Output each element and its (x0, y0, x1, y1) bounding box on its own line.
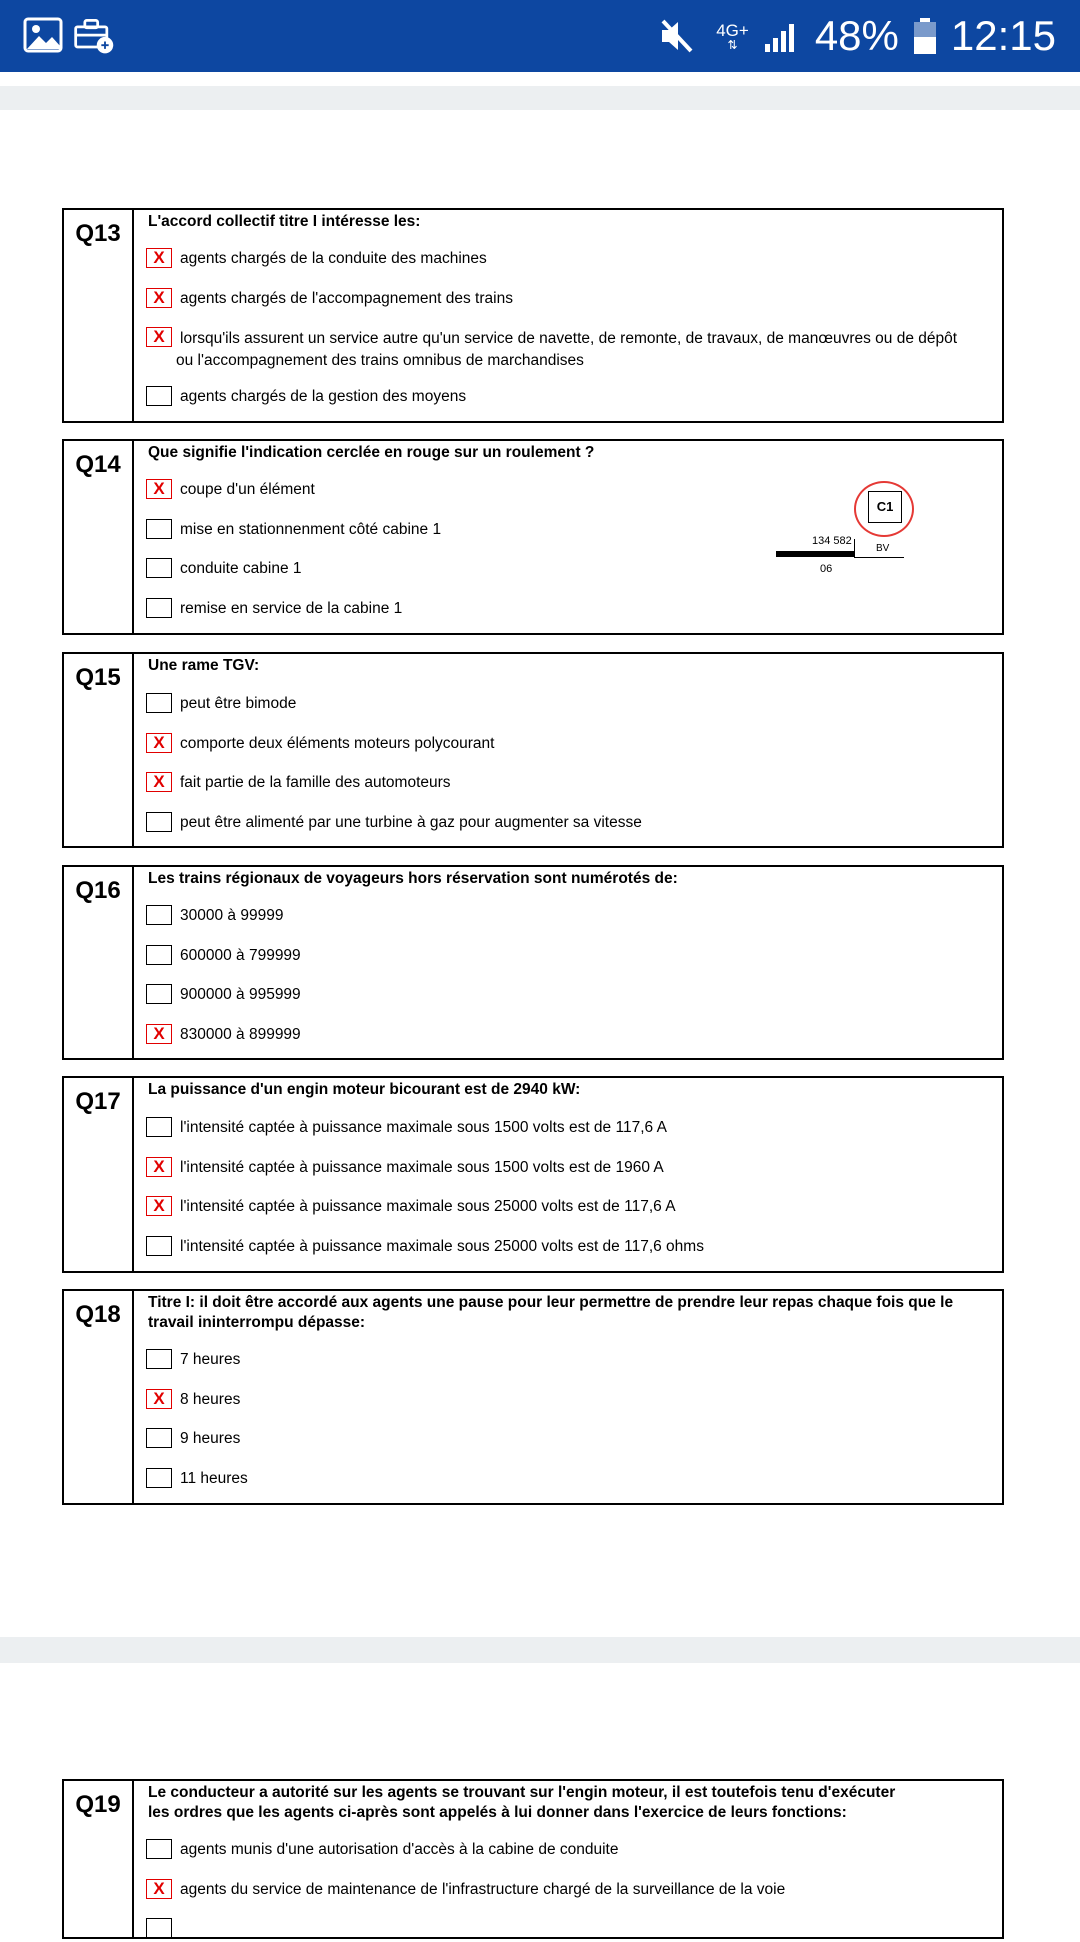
answer-label: l'intensité captée à puissance maximale sous 1500 volts est de 117,6 A (180, 1119, 667, 1136)
answer-label: 9 heures (180, 1430, 241, 1447)
question-title: Une rame TGV: (148, 657, 260, 674)
answer-checkbox[interactable] (146, 812, 172, 832)
question-number: Q19 (64, 1781, 134, 1937)
mute-icon (660, 18, 694, 54)
question-q15 (62, 652, 1004, 848)
answer-option[interactable] (146, 288, 982, 312)
answer-label: 30000 à 99999 (180, 907, 284, 924)
answer-option[interactable] (146, 733, 982, 757)
answer-label: conduite cabine 1 (180, 560, 302, 577)
answer-checkbox[interactable] (146, 1428, 172, 1448)
answer-option[interactable] (146, 1236, 982, 1260)
answer-option[interactable] (146, 772, 982, 796)
answer-option[interactable] (146, 1389, 982, 1413)
answer-checkbox[interactable]: X (146, 1024, 172, 1044)
image-icon[interactable] (22, 14, 66, 58)
answer-option[interactable] (146, 1839, 982, 1863)
answer-checkbox[interactable] (146, 1839, 172, 1859)
status-right (660, 0, 1056, 72)
answer-option[interactable] (146, 248, 982, 272)
battery-percent: 48% (814, 12, 899, 59)
answer-option[interactable] (146, 1428, 982, 1452)
answer-option[interactable] (146, 386, 982, 410)
answer-checkbox[interactable]: X (146, 1196, 172, 1216)
question-title-continued: les ordres que les agents ci-après sont appelés à lui donner dans l'exercice de leurs fonctions: (148, 1804, 847, 1821)
question-title: Titre I: il doit être accordé aux agents une pause pour leur permettre de prendre leur repas chaque fois que le (148, 1294, 954, 1311)
answer-checkbox[interactable]: X (146, 1879, 172, 1899)
answer-option[interactable] (146, 1349, 982, 1373)
answer-checkbox[interactable] (146, 1918, 172, 1938)
answer-checkbox[interactable] (146, 945, 172, 965)
answer-option[interactable] (146, 693, 982, 717)
answer-label: l'intensité captée à puissance maximale sous 25000 volts est de 117,6 A (180, 1198, 676, 1215)
question-title: L'accord collectif titre I intéresse les: (148, 213, 421, 230)
clock: 12:15 (950, 12, 1056, 59)
answer-checkbox[interactable]: X (146, 288, 172, 308)
answer-checkbox[interactable] (146, 1349, 172, 1369)
answer-label: agents chargés de la gestion des moyens (180, 388, 467, 405)
battery-icon (913, 17, 937, 55)
answer-checkbox[interactable]: X (146, 1389, 172, 1409)
question-q16 (62, 865, 1004, 1060)
question-number: Q18 (64, 1291, 134, 1503)
answer-option[interactable] (146, 1117, 982, 1141)
question-q17 (62, 1076, 1004, 1273)
answer-label: peut être alimenté par une turbine à gaz pour augmenter sa vitesse (180, 814, 642, 831)
answer-option[interactable] (146, 1879, 982, 1903)
question-title: Que signifie l'indication cerclée en rouge sur un roulement ? (148, 444, 595, 461)
diagram-bottom: 06 (820, 563, 833, 575)
answer-label: agents munis d'une autorisation d'accès à la cabine de conduite (180, 1841, 619, 1858)
answer-checkbox[interactable]: X (146, 733, 172, 753)
question-number: Q17 (64, 1078, 134, 1271)
answer-checkbox[interactable] (146, 598, 172, 618)
answer-option[interactable] (146, 1918, 982, 1942)
question-title: Les trains régionaux de voyageurs hors réservation sont numérotés de: (148, 870, 678, 887)
diagram-side: BV (876, 543, 890, 554)
answer-checkbox[interactable] (146, 558, 172, 578)
answer-checkbox[interactable] (146, 519, 172, 539)
answer-checkbox[interactable]: X (146, 327, 172, 347)
question-number: Q13 (64, 210, 134, 421)
answer-label: 900000 à 995999 (180, 986, 301, 1003)
answer-label: coupe d'un élément (180, 481, 315, 498)
answer-label: remise en service de la cabine 1 (180, 600, 403, 617)
question-q13 (62, 208, 1004, 423)
network-indicator (716, 22, 749, 51)
answer-label: comporte deux éléments moteurs polycourant (180, 735, 495, 752)
answer-label: 11 heures (180, 1470, 248, 1487)
answer-checkbox[interactable] (146, 1117, 172, 1137)
page-separator (0, 86, 1080, 110)
signal-icon (763, 18, 801, 54)
question-q19 (62, 1779, 1004, 1939)
answer-label: lorsqu'ils assurent un service autre qu'un service de navette, de remonte, de travaux, de manœuvres ou de dépôt (180, 330, 958, 347)
question-number: Q15 (64, 654, 134, 846)
answer-option[interactable] (146, 1468, 982, 1492)
answer-checkbox[interactable]: X (146, 248, 172, 268)
answer-option[interactable] (146, 905, 982, 929)
answer-checkbox[interactable] (146, 905, 172, 925)
answer-checkbox[interactable] (146, 1468, 172, 1488)
answer-label: mise en stationnenment côté cabine 1 (180, 521, 442, 538)
diagram-c1-box: C1 (868, 491, 902, 523)
answer-label: peut être bimode (180, 695, 297, 712)
answer-label: l'intensité captée à puissance maximale sous 25000 volts est de 117,6 ohms (180, 1238, 704, 1255)
answer-label: l'intensité captée à puissance maximale sous 1500 volts est de 1960 A (180, 1159, 664, 1176)
answer-checkbox[interactable]: X (146, 1157, 172, 1177)
answer-option[interactable] (146, 984, 982, 1008)
answer-checkbox[interactable]: X (146, 479, 172, 499)
roulement-diagram (812, 481, 962, 591)
question-title-continued: travail ininterrompu dépasse: (148, 1314, 366, 1331)
answer-label: 8 heures (180, 1391, 241, 1408)
question-number: Q16 (64, 867, 134, 1058)
answer-checkbox[interactable] (146, 1236, 172, 1256)
answer-option[interactable] (146, 1196, 982, 1220)
page-separator (0, 1637, 1080, 1663)
diagram-number: 134 582 (812, 535, 852, 547)
status-bar (0, 0, 1080, 72)
question-title: La puissance d'un engin moteur bicourant est de 2940 kW: (148, 1081, 581, 1098)
answer-checkbox[interactable] (146, 984, 172, 1004)
answer-option[interactable] (146, 812, 982, 836)
network-type: 4G+ (716, 20, 749, 40)
answer-label: 830000 à 899999 (180, 1026, 301, 1043)
diagram-line (854, 557, 904, 558)
answer-option[interactable] (146, 945, 982, 969)
diagram-bar (776, 551, 854, 557)
work-profile-icon[interactable] (72, 14, 116, 58)
answer-checkbox[interactable]: X (146, 772, 172, 792)
diagram-tick (854, 539, 855, 557)
answer-checkbox[interactable] (146, 693, 172, 713)
answer-label-continued: ou l'accompagnement des trains omnibus de marchandises (176, 352, 584, 369)
answer-checkbox[interactable] (146, 386, 172, 406)
question-number: Q14 (64, 441, 134, 633)
answer-label: agents du service de maintenance de l'infrastructure chargé de la surveillance de la voie (180, 1881, 786, 1898)
answer-label: fait partie de la famille des automoteurs (180, 774, 451, 791)
question-q14 (62, 439, 1004, 635)
data-arrows-icon: ⇅ (727, 37, 738, 52)
answer-option[interactable] (146, 1024, 982, 1048)
question-q18 (62, 1289, 1004, 1505)
answer-label: 600000 à 799999 (180, 947, 301, 964)
answer-label: 7 heures (180, 1351, 241, 1368)
answer-label: agents chargés de la conduite des machines (180, 250, 487, 267)
answer-option[interactable] (146, 1157, 982, 1181)
question-title: Le conducteur a autorité sur les agents se trouvant sur l'engin moteur, il est toutefois tenu d'exécuter (148, 1784, 896, 1801)
answer-option[interactable] (146, 598, 982, 622)
answer-label: agents chargés de l'accompagnement des trains (180, 290, 513, 307)
answer-option[interactable] (146, 327, 982, 371)
